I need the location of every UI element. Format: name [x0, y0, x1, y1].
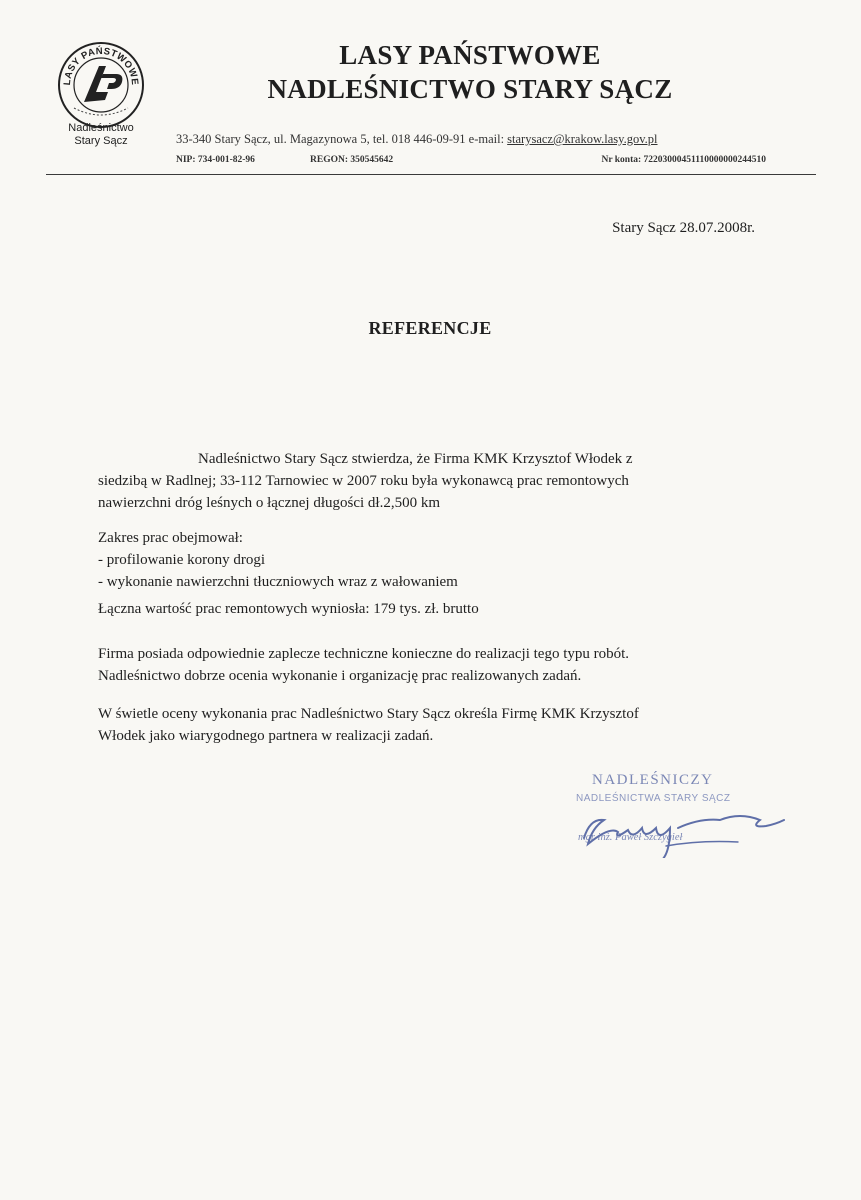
- handwritten-signature: [570, 798, 790, 858]
- intro-line2: siedzibą w Radlnej; 33-112 Tarnowiec w 2007 roku była wykonawcą prac remontowych: [98, 473, 629, 489]
- logo-caption-line2: Stary Sącz: [74, 135, 128, 147]
- assessment-paragraph: [98, 643, 748, 687]
- header-divider: [46, 174, 816, 175]
- organization-line1: LASY PAŃSTWOWE: [339, 40, 601, 70]
- scope-heading: Zakres prac obejmował:: [98, 530, 243, 546]
- stamp-title: NADLEŚNICZY: [592, 772, 714, 788]
- intro-line3: nawierzchni dróg leśnych o łącznej długości dł.2,500 km: [98, 495, 440, 511]
- document-title: REFERENCJE: [368, 318, 492, 338]
- address-line: [176, 132, 776, 147]
- organization-title: [190, 38, 750, 106]
- assessment-line1: Firma posiada odpowiednie zaplecze techniczne konieczne do realizacji tego typu robót.: [98, 646, 630, 662]
- assessment-line2: Nadleśnictwo dobrze ocenia wykonanie i organizację prac realizowanych zadań.: [98, 668, 582, 684]
- organization-line2: NADLEŚNICTWO STARY SĄCZ: [267, 74, 673, 104]
- nip-number: NIP: 734-001-82-96: [176, 155, 255, 165]
- logo-caption-line1: Nadleśnictwo: [68, 122, 134, 134]
- svg-text:LASY PAŃSTWOWE: LASY PAŃSTWOWE: [61, 45, 141, 86]
- total-value: Łączna wartość prac remontowych wyniosła: 179 tys. zł. brutto: [98, 601, 479, 617]
- logo-caption: [56, 122, 146, 148]
- conclusion-line1: W świetle oceny wykonania prac Nadleśnictwo Stary Sącz określa Firmę KMK Krzysztof: [98, 706, 639, 722]
- email-link[interactable]: starysacz@krakow.lasy.gov.pl: [507, 132, 658, 146]
- list-item: - wykonanie nawierzchni tłuczniowych wraz z wałowaniem: [98, 574, 458, 590]
- account-number: Nr konta: 72203000451110000000244510: [601, 155, 766, 165]
- intro-paragraph: [98, 448, 748, 514]
- signature-stamp: [560, 772, 800, 862]
- regon-number: REGON: 350545642: [310, 155, 394, 165]
- stamp-subtitle: NADLEŚNICTWA STARY SĄCZ: [576, 793, 731, 804]
- lasy-panstwowe-logo: [56, 40, 146, 130]
- intro-line1: Nadleśnictwo Stary Sącz stwierdza, że Firma KMK Krzysztof Włodek z: [198, 451, 633, 467]
- list-item: - profilowanie korony drogi: [98, 552, 266, 568]
- conclusion-paragraph: [98, 703, 748, 747]
- conclusion-line2: Włodek jako wiarygodnego partnera w realizacji zadań.: [98, 728, 434, 744]
- stamp-name: mgr inż. Paweł Szczygieł: [578, 832, 683, 843]
- letter-date: Stary Sącz 28.07.2008r.: [612, 220, 755, 236]
- address-text: 33-340 Stary Sącz, ul. Magazynowa 5, tel. 018 446-09-91 e-mail:: [176, 132, 508, 146]
- scope-section: [98, 527, 748, 593]
